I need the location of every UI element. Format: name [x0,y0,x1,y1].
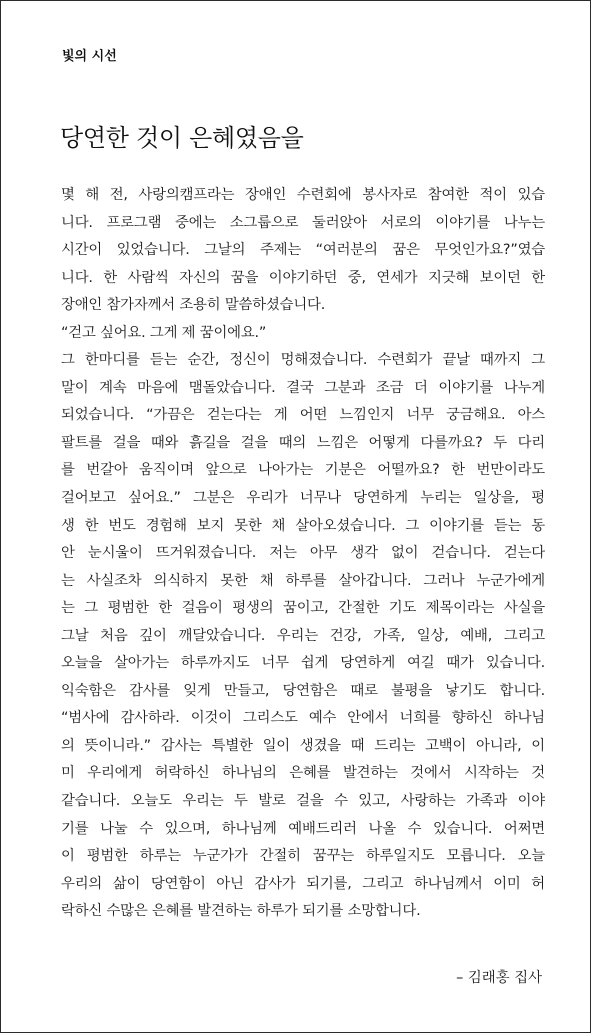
body-line: 우리의 삶이 당연함이 아닌 감사가 되기를, 그리고 하나님께서 이미 허 [61,875,545,892]
body-line: 이 평범한 하루는 누군가가 간절히 꿈꾸는 하루일지도 모릅니다. 오늘 [61,848,545,865]
body-line: 되었습니다. “가끔은 걷는다는 게 어떤 느낌인지 너무 궁금해요. 아스 [61,407,545,424]
body-line: 니다. 한 사람씩 자신의 꿈을 이야기하던 중, 연세가 지긋해 보이던 한 [61,269,545,286]
body-line: 말이 계속 마음에 맴돌았습니다. 결국 그분과 조금 더 이야기를 나누게 [61,379,545,396]
article-title: 당연한 것이 은혜였음을 [60,124,304,152]
body-line: 의 뜻이니라.” 감사는 특별한 일이 생겼을 때 드리는 고백이 아니라, 이 [61,737,545,754]
body-line: “걷고 싶어요. 그게 제 꿈이에요.” [61,324,267,341]
body-line: “범사에 감사하라. 이것이 그리스도 예수 안에서 너희를 향하신 하나님 [61,710,545,727]
author-signature: – 김래홍 집사 [456,970,542,986]
body-line: 안 눈시울이 뜨거워졌습니다. 저는 아무 생각 없이 걷습니다. 걷는다 [61,545,545,562]
body-line: 락하신 수많은 은혜를 발견하는 하루가 되기를 소망합니다. [61,903,421,920]
section-label: 빛의 시선 [62,49,117,64]
body-line: 그날 처음 깊이 깨달았습니다. 우리는 건강, 가족, 일상, 예배, 그리고 [61,627,545,644]
body-line: 오늘을 살아가는 하루까지도 너무 쉽게 당연하게 여길 때가 있습니다. [61,655,545,672]
body-line: 를 번갈아 움직이며 앞으로 나아가는 기분은 어떨까요? 한 번만이라도 [61,462,545,479]
body-line: 팔트를 걸을 때와 흙길을 걸을 때의 느낌은 어떻게 다를까요? 두 다리 [61,434,545,451]
body-line: 몇 해 전, 사랑의캠프라는 장애인 수련회에 봉사자로 참여한 적이 있습 [61,187,545,203]
body-line: 기를 나눌 수 있으며, 하나님께 예배드리러 나올 수 있습니다. 어쩌면 [61,820,545,837]
body-line: 니다. 프로그램 중에는 소그룹으로 둘러앉아 서로의 이야기를 나누는 [61,214,545,231]
body-line: 는 사실조차 의식하지 못한 채 하루를 살아갑니다. 그러나 누군가에게 [61,572,545,589]
body-line: 생 한 번도 경험해 보지 못한 채 살아오셨습니다. 그 이야기를 듣는 동 [61,517,545,534]
body-line: 걸어보고 싶어요.” 그분은 우리가 너무나 당연하게 누리는 일상을, 평 [61,490,545,507]
body-line: 그 한마디를 듣는 순간, 정신이 멍해졌습니다. 수련회가 끝날 때까지 그 [61,352,545,369]
body-line: 는 그 평범한 한 걸음이 평생의 꿈이고, 간절한 기도 제목이라는 사실을 [61,600,545,617]
body-line: 같습니다. 오늘도 우리는 두 발로 걸을 수 있고, 사랑하는 가족과 이야 [61,793,545,810]
body-line: 장애인 참가자께서 조용히 말씀하셨습니다. [61,297,326,314]
article-body [61,182,545,926]
body-line: 익숙함은 감사를 잊게 만들고, 당연함은 때로 불평을 낳기도 합니다. [61,682,545,699]
body-line: 시간이 있었습니다. 그날의 주제는 “여러분의 꿈은 무엇인가요?”였습 [61,242,545,259]
body-line: 미 우리에게 허락하신 하나님의 은혜를 발견하는 것에서 시작하는 것 [61,765,545,782]
